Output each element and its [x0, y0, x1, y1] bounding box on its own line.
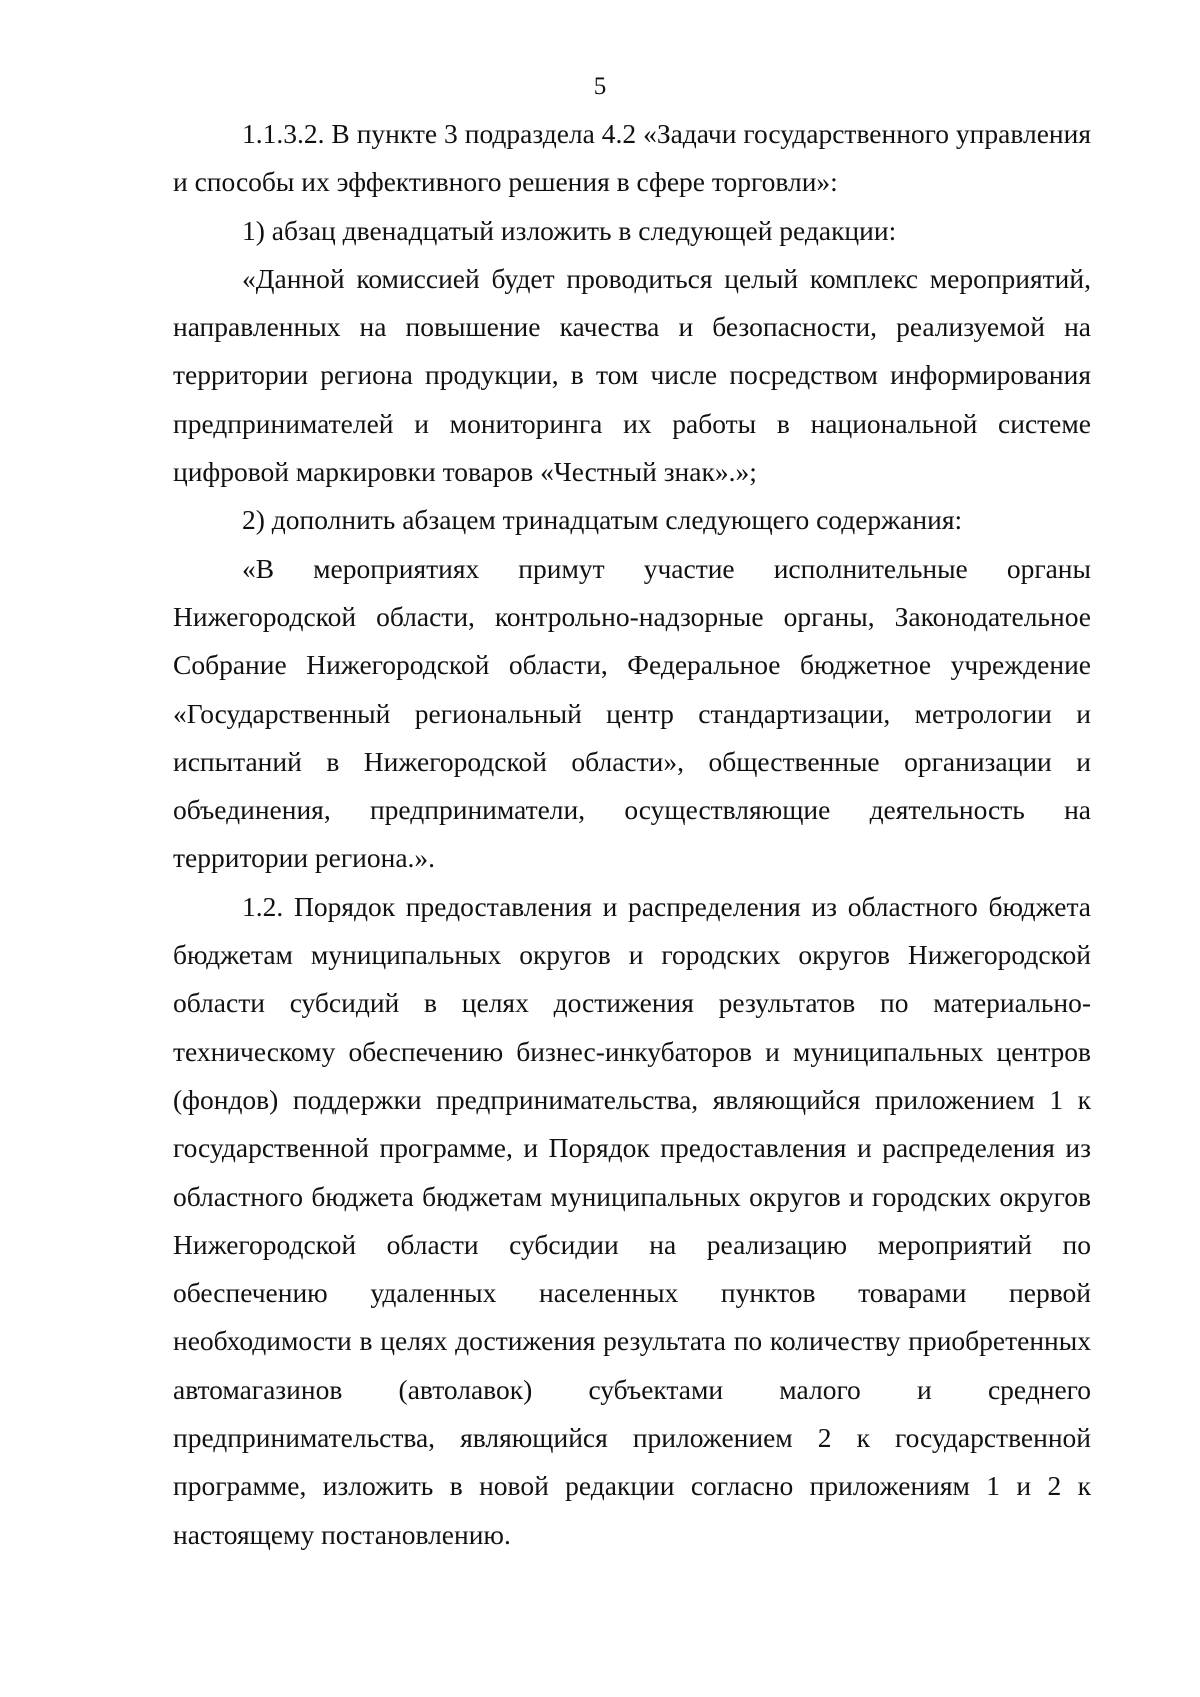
paragraph-1-1-3-2-heading: 1.1.3.2. В пункте 3 подраздела 4.2 «Задачи государственного управления и способы их эффективного решения в сфере торговли»: — [173, 118, 1091, 198]
paragraph-item-2: 2) дополнить абзацем тринадцатым следующего содержания: — [242, 504, 963, 536]
paragraph-quote-commission: «Данной комиссией будет проводиться целый комплекс мероприятий, направленных на повышение качества и безопасности, реализуемой на территории региона продукции, в том числе посредством информирования предпринимателей и мониторинга их работы в национальной системе цифровой маркировки товаров «Честный знак».»; — [173, 262, 1091, 488]
paragraph-quote-participants: «В мероприятиях примут участие исполнительные органы Нижегородской области, контрольно-надзорные органы, Законодательное Собрание Нижегородской области, Федеральное бюджетное учреждение «Государственный региональный центр стандартизации, метрологии и испытаний в Нижегородской области», общественные организации и объединения, предприниматели, осуществляющие деятельность на территории региона.». — [173, 552, 1091, 874]
document-body — [173, 110, 1091, 1559]
page-number: 5 — [593, 73, 607, 100]
paragraph-1-2-procedure: 1.2. Порядок предоставления и распределения из областного бюджета бюджетам муниципальных округов и городских округов Нижегородской области субсидий в целях достижения результатов по материально-техническому обеспечению бизнес-инкубаторов и муниципальных центров (фондов) поддержки предпринимательства, являющийся приложением 1 к государственной программе, и Порядок предоставления и распределения из областного бюджета бюджетам муниципальных округов и городских округов Нижегородской области субсидии на реализацию мероприятий по обеспечению удаленных населенных пунктов товарами первой необходимости в целях достижения результата по количеству приобретенных автомагазинов (автолавок) субъектами малого и среднего предпринимательства, являющийся приложением 2 к государственной программе, изложить в новой редакции согласно приложениям 1 и 2 к настоящему постановлению. — [173, 890, 1091, 1550]
paragraph-item-1: 1) абзац двенадцатый изложить в следующей редакции: — [242, 214, 897, 246]
